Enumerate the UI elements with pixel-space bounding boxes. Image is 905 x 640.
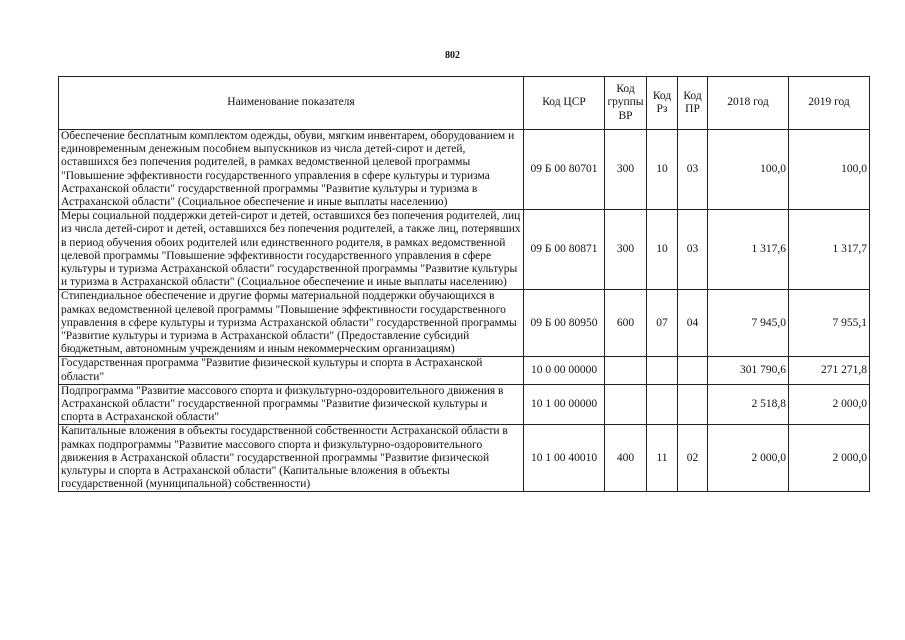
row-2018: 301 790,6 (708, 357, 789, 384)
header-pr: Код ПР (678, 77, 708, 130)
row-csr: 09 Б 00 80701 (524, 130, 605, 210)
row-pr: 03 (678, 130, 708, 210)
header-name: Наименование показателя (59, 77, 524, 130)
row-2019: 2 000,0 (789, 425, 870, 492)
row-rz (647, 357, 678, 384)
row-vr (605, 357, 647, 384)
row-2019: 271 271,8 (789, 357, 870, 384)
row-rz: 10 (647, 210, 678, 290)
header-2018: 2018 год (708, 77, 789, 130)
header-rz: Код Рз (647, 77, 678, 130)
budget-table (58, 76, 870, 492)
row-csr: 10 1 00 40010 (524, 425, 605, 492)
row-csr: 10 1 00 00000 (524, 384, 605, 425)
row-name: Меры социальной поддержки детей-сирот и детей, оставшихся без попечения родителей, лиц из числа детей-сирот и детей, оставшихся без попечения родителей, а также лиц, потерявших в период обучения обоих родителей или единственного родителя, в рамках ведомственной целевой программы "Повышение эффективности государственного управления в сфере культуры и туризма Астраханской области" государственной программы "Развитие культуры и туризма в Астраханской области" (Социальное обеспечение и иные выплаты населению) (59, 210, 524, 290)
table-row (59, 130, 870, 210)
table-row (59, 290, 870, 357)
row-2019: 2 000,0 (789, 384, 870, 425)
table-row (59, 210, 870, 290)
row-name: Обеспечение бесплатным комплектом одежды, обуви, мягким инвентарем, оборудованием и единовременным денежным пособием выпускников из числа детей-сирот и детей, оставшихся без попечения родителей, в рамках ведомственной целевой программы "Повышение эффективности государственного управления в сфере культуры и туризма Астраханской области" государственной программы "Развитие культуры и туризма в Астраханской области" (Социальное обеспечение и иные выплаты населению) (59, 130, 524, 210)
row-pr (678, 384, 708, 425)
row-vr: 600 (605, 290, 647, 357)
row-vr (605, 384, 647, 425)
page-number: 802 (445, 50, 460, 61)
header-csr: Код ЦСР (524, 77, 605, 130)
row-2018: 100,0 (708, 130, 789, 210)
row-rz: 07 (647, 290, 678, 357)
row-csr: 09 Б 00 80950 (524, 290, 605, 357)
row-name: Капитальные вложения в объекты государственной собственности Астраханской области в рамках подпрограммы "Развитие массового спорта и физкультурно-оздоровительного движения в Астраханской области" государственной программы "Развитие физической культуры и спорта в Астраханской области" (Капитальные вложения в объекты государственной (муниципальной) собственности) (59, 425, 524, 492)
header-2019: 2019 год (789, 77, 870, 130)
row-name: Стипендиальное обеспечение и другие формы материальной поддержки обучающихся в рамках ведомственной целевой программы "Повышение эффективности государственного управления в сфере культуры и туризма Астраханской области" государственной программы "Развитие культуры и туризма в Астраханской области" (Предоставление субсидий бюджетным, автономным учреждениям и иным некоммерческим организациям) (59, 290, 524, 357)
row-rz: 10 (647, 130, 678, 210)
row-rz (647, 384, 678, 425)
row-pr: 03 (678, 210, 708, 290)
row-2019: 7 955,1 (789, 290, 870, 357)
row-pr (678, 357, 708, 384)
row-rz: 11 (647, 425, 678, 492)
row-2019: 1 317,7 (789, 210, 870, 290)
row-2018: 2 518,8 (708, 384, 789, 425)
row-vr: 300 (605, 210, 647, 290)
row-2018: 2 000,0 (708, 425, 789, 492)
row-2018: 7 945,0 (708, 290, 789, 357)
table-row (59, 384, 870, 425)
row-vr: 400 (605, 425, 647, 492)
row-2019: 100,0 (789, 130, 870, 210)
row-2018: 1 317,6 (708, 210, 789, 290)
table-header-row (59, 77, 870, 130)
row-vr: 300 (605, 130, 647, 210)
table-row (59, 357, 870, 384)
row-pr: 04 (678, 290, 708, 357)
header-vr: Код группы ВР (605, 77, 647, 130)
row-csr: 10 0 00 00000 (524, 357, 605, 384)
row-name: Подпрограмма "Развитие массового спорта и физкультурно-оздоровительного движения в Астраханской области" государственной программы "Развитие физической культуры и спорта в Астраханской области" (59, 384, 524, 425)
row-name: Государственная программа "Развитие физической культуры и спорта в Астраханской области" (59, 357, 524, 384)
row-pr: 02 (678, 425, 708, 492)
table-row (59, 425, 870, 492)
row-csr: 09 Б 00 80871 (524, 210, 605, 290)
